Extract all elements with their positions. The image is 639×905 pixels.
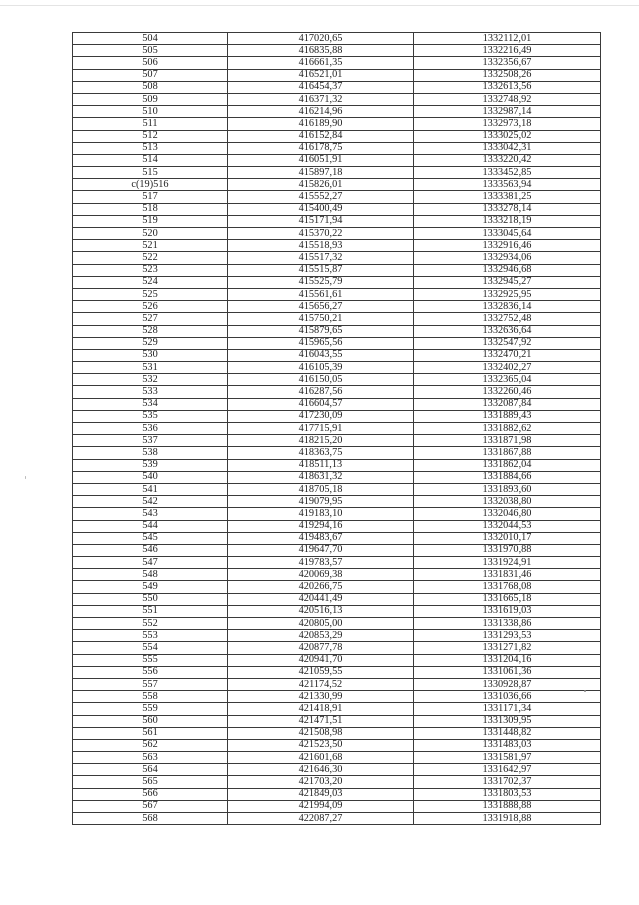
scan-speck — [584, 690, 586, 692]
point-number-cell: 547 — [73, 557, 228, 569]
y-coordinate-cell: 1331893,60 — [414, 483, 601, 495]
point-number-cell: 512 — [73, 130, 228, 142]
table-row — [73, 45, 601, 57]
y-coordinate-cell: 1331483,03 — [414, 739, 601, 751]
y-coordinate-cell: 1331036,66 — [414, 691, 601, 703]
point-number-cell: 553 — [73, 630, 228, 642]
table-row — [73, 496, 601, 508]
point-number-cell: 532 — [73, 374, 228, 386]
y-coordinate-cell: 1333025,02 — [414, 130, 601, 142]
y-coordinate-cell: 1332836,14 — [414, 301, 601, 313]
y-coordinate-cell: 1331924,91 — [414, 557, 601, 569]
y-coordinate-cell: 1331581,97 — [414, 752, 601, 764]
point-number-cell: 544 — [73, 520, 228, 532]
table-row — [73, 33, 601, 45]
x-coordinate-cell: 415561,61 — [228, 288, 414, 300]
x-coordinate-cell: 418631,32 — [228, 471, 414, 483]
table-row — [73, 325, 601, 337]
table-row — [73, 544, 601, 556]
point-number-cell: 527 — [73, 313, 228, 325]
x-coordinate-cell: 415656,27 — [228, 301, 414, 313]
scan-speck — [25, 476, 26, 479]
x-coordinate-cell: 415525,79 — [228, 276, 414, 288]
point-number-cell: 505 — [73, 45, 228, 57]
table-row — [73, 581, 601, 593]
point-number-cell: 545 — [73, 532, 228, 544]
point-number-cell: 550 — [73, 593, 228, 605]
y-coordinate-cell: 1331204,16 — [414, 654, 601, 666]
point-number-cell: 536 — [73, 423, 228, 435]
y-coordinate-cell: 1331867,88 — [414, 447, 601, 459]
table-row — [73, 179, 601, 191]
table-row — [73, 520, 601, 532]
table-row — [73, 508, 601, 520]
table-row — [73, 630, 601, 642]
table-row — [73, 423, 601, 435]
y-coordinate-cell: 1331171,34 — [414, 703, 601, 715]
y-coordinate-cell: 1333563,94 — [414, 179, 601, 191]
table-row — [73, 252, 601, 264]
point-number-cell: 515 — [73, 167, 228, 179]
y-coordinate-cell: 1332216,49 — [414, 45, 601, 57]
table-row — [73, 57, 601, 69]
table-row — [73, 569, 601, 581]
y-coordinate-cell: 1332010,17 — [414, 532, 601, 544]
table-row — [73, 776, 601, 788]
x-coordinate-cell: 420941,70 — [228, 654, 414, 666]
y-coordinate-cell: 1333381,25 — [414, 191, 601, 203]
table-row — [73, 276, 601, 288]
y-coordinate-cell: 1332987,14 — [414, 106, 601, 118]
x-coordinate-cell: 417230,09 — [228, 410, 414, 422]
point-number-cell: 514 — [73, 154, 228, 166]
point-number-cell: 549 — [73, 581, 228, 593]
x-coordinate-cell: 415897,18 — [228, 167, 414, 179]
page-edge-line — [0, 5, 639, 6]
x-coordinate-cell: 416214,96 — [228, 106, 414, 118]
x-coordinate-cell: 419183,10 — [228, 508, 414, 520]
x-coordinate-cell: 420877,78 — [228, 642, 414, 654]
x-coordinate-cell: 416189,90 — [228, 118, 414, 130]
point-number-cell: 567 — [73, 800, 228, 812]
y-coordinate-cell: 1331665,18 — [414, 593, 601, 605]
y-coordinate-cell: 1332946,68 — [414, 264, 601, 276]
point-number-cell: 568 — [73, 813, 228, 825]
table-row — [73, 349, 601, 361]
table-row — [73, 532, 601, 544]
y-coordinate-cell: 1331803,53 — [414, 788, 601, 800]
table-row — [73, 691, 601, 703]
point-number-cell: 541 — [73, 483, 228, 495]
point-number-cell: 539 — [73, 459, 228, 471]
point-number-cell: 524 — [73, 276, 228, 288]
table-row — [73, 703, 601, 715]
x-coordinate-cell: 418705,18 — [228, 483, 414, 495]
table-row — [73, 435, 601, 447]
point-number-cell: 518 — [73, 203, 228, 215]
point-number-cell: 542 — [73, 496, 228, 508]
y-coordinate-cell: 1331271,82 — [414, 642, 601, 654]
x-coordinate-cell: 416043,55 — [228, 349, 414, 361]
point-number-cell: 540 — [73, 471, 228, 483]
x-coordinate-cell: 419079,95 — [228, 496, 414, 508]
y-coordinate-cell: 1332636,64 — [414, 325, 601, 337]
x-coordinate-cell: 418215,20 — [228, 435, 414, 447]
x-coordinate-cell: 421059,55 — [228, 666, 414, 678]
table-row — [73, 752, 601, 764]
y-coordinate-cell: 1332748,92 — [414, 93, 601, 105]
table-row — [73, 813, 601, 825]
y-coordinate-cell: 1333220,42 — [414, 154, 601, 166]
table-row — [73, 788, 601, 800]
table-row — [73, 81, 601, 93]
point-number-cell: 555 — [73, 654, 228, 666]
y-coordinate-cell: 1332260,46 — [414, 386, 601, 398]
table-row — [73, 447, 601, 459]
point-number-cell: 563 — [73, 752, 228, 764]
point-number-cell: 565 — [73, 776, 228, 788]
x-coordinate-cell: 419647,70 — [228, 544, 414, 556]
x-coordinate-cell: 416150,05 — [228, 374, 414, 386]
x-coordinate-cell: 419483,67 — [228, 532, 414, 544]
y-coordinate-cell: 1332470,21 — [414, 349, 601, 361]
point-number-cell: 507 — [73, 69, 228, 81]
y-coordinate-cell: 1333278,14 — [414, 203, 601, 215]
x-coordinate-cell: 415517,32 — [228, 252, 414, 264]
point-number-cell: 566 — [73, 788, 228, 800]
point-number-cell: 564 — [73, 764, 228, 776]
y-coordinate-cell: 1331702,37 — [414, 776, 601, 788]
y-coordinate-cell: 1332044,53 — [414, 520, 601, 532]
table-row — [73, 301, 601, 313]
point-number-cell: 554 — [73, 642, 228, 654]
coordinates-table — [72, 32, 601, 825]
y-coordinate-cell: 1332934,06 — [414, 252, 601, 264]
table-row — [73, 642, 601, 654]
x-coordinate-cell: 421849,03 — [228, 788, 414, 800]
y-coordinate-cell: 1331768,08 — [414, 581, 601, 593]
x-coordinate-cell: 415171,94 — [228, 215, 414, 227]
table-row — [73, 106, 601, 118]
table-row — [73, 362, 601, 374]
point-number-cell: 559 — [73, 703, 228, 715]
point-number-cell: 508 — [73, 81, 228, 93]
y-coordinate-cell: 1332087,84 — [414, 398, 601, 410]
y-coordinate-cell: 1331862,04 — [414, 459, 601, 471]
table-row — [73, 142, 601, 154]
x-coordinate-cell: 417020,65 — [228, 33, 414, 45]
y-coordinate-cell: 1331309,95 — [414, 715, 601, 727]
table-row — [73, 154, 601, 166]
point-number-cell: 561 — [73, 727, 228, 739]
y-coordinate-cell: 1331888,88 — [414, 800, 601, 812]
x-coordinate-cell: 416152,84 — [228, 130, 414, 142]
x-coordinate-cell: 420853,29 — [228, 630, 414, 642]
x-coordinate-cell: 416371,32 — [228, 93, 414, 105]
x-coordinate-cell: 415515,87 — [228, 264, 414, 276]
x-coordinate-cell: 421508,98 — [228, 727, 414, 739]
point-number-cell: 528 — [73, 325, 228, 337]
y-coordinate-cell: 1333218,19 — [414, 215, 601, 227]
point-number-cell: 535 — [73, 410, 228, 422]
point-number-cell: 517 — [73, 191, 228, 203]
table-row — [73, 666, 601, 678]
point-number-cell: 560 — [73, 715, 228, 727]
table-row — [73, 739, 601, 751]
table-row — [73, 337, 601, 349]
point-number-cell: 506 — [73, 57, 228, 69]
table-row — [73, 215, 601, 227]
x-coordinate-cell: 420441,49 — [228, 593, 414, 605]
table-row — [73, 483, 601, 495]
y-coordinate-cell: 1331448,82 — [414, 727, 601, 739]
y-coordinate-cell: 1332613,56 — [414, 81, 601, 93]
point-number-cell: 538 — [73, 447, 228, 459]
table-row — [73, 398, 601, 410]
y-coordinate-cell: 1331293,53 — [414, 630, 601, 642]
table-row — [73, 240, 601, 252]
coordinates-table-body — [73, 33, 601, 825]
table-row — [73, 191, 601, 203]
point-number-cell: 562 — [73, 739, 228, 751]
y-coordinate-cell: 1333452,85 — [414, 167, 601, 179]
y-coordinate-cell: 1332365,04 — [414, 374, 601, 386]
table-row — [73, 264, 601, 276]
point-number-cell: 520 — [73, 228, 228, 240]
point-number-cell: 533 — [73, 386, 228, 398]
table-row — [73, 228, 601, 240]
y-coordinate-cell: 1332356,67 — [414, 57, 601, 69]
point-number-cell: 523 — [73, 264, 228, 276]
point-number-cell: 504 — [73, 33, 228, 45]
table-row — [73, 167, 601, 179]
x-coordinate-cell: 422087,27 — [228, 813, 414, 825]
point-number-cell: 525 — [73, 288, 228, 300]
y-coordinate-cell: 1331619,03 — [414, 605, 601, 617]
y-coordinate-cell: 1332112,01 — [414, 33, 601, 45]
x-coordinate-cell: 418363,75 — [228, 447, 414, 459]
x-coordinate-cell: 421601,68 — [228, 752, 414, 764]
y-coordinate-cell: 1332038,80 — [414, 496, 601, 508]
x-coordinate-cell: 416454,37 — [228, 81, 414, 93]
y-coordinate-cell: 1331889,43 — [414, 410, 601, 422]
x-coordinate-cell: 416835,88 — [228, 45, 414, 57]
point-number-cell: 548 — [73, 569, 228, 581]
x-coordinate-cell: 421646,30 — [228, 764, 414, 776]
point-number-cell: 510 — [73, 106, 228, 118]
table-row — [73, 118, 601, 130]
point-number-cell: 529 — [73, 337, 228, 349]
x-coordinate-cell: 415400,49 — [228, 203, 414, 215]
x-coordinate-cell: 416604,57 — [228, 398, 414, 410]
x-coordinate-cell: 421994,09 — [228, 800, 414, 812]
x-coordinate-cell: 420805,00 — [228, 618, 414, 630]
point-number-cell: 552 — [73, 618, 228, 630]
point-number-cell: 530 — [73, 349, 228, 361]
point-number-cell: c(19)516 — [73, 179, 228, 191]
table-row — [73, 313, 601, 325]
x-coordinate-cell: 415552,27 — [228, 191, 414, 203]
table-row — [73, 130, 601, 142]
x-coordinate-cell: 417715,91 — [228, 423, 414, 435]
table-row — [73, 557, 601, 569]
x-coordinate-cell: 420069,38 — [228, 569, 414, 581]
table-row — [73, 678, 601, 690]
table-row — [73, 459, 601, 471]
y-coordinate-cell: 1331061,36 — [414, 666, 601, 678]
table-row — [73, 471, 601, 483]
table-row — [73, 605, 601, 617]
table-row — [73, 93, 601, 105]
x-coordinate-cell: 415965,56 — [228, 337, 414, 349]
y-coordinate-cell: 1332046,80 — [414, 508, 601, 520]
x-coordinate-cell: 415879,65 — [228, 325, 414, 337]
point-number-cell: 509 — [73, 93, 228, 105]
y-coordinate-cell: 1332752,48 — [414, 313, 601, 325]
table-row — [73, 800, 601, 812]
x-coordinate-cell: 420516,13 — [228, 605, 414, 617]
x-coordinate-cell: 421330,99 — [228, 691, 414, 703]
x-coordinate-cell: 416051,91 — [228, 154, 414, 166]
x-coordinate-cell: 415370,22 — [228, 228, 414, 240]
point-number-cell: 551 — [73, 605, 228, 617]
table-row — [73, 410, 601, 422]
table-row — [73, 727, 601, 739]
point-number-cell: 534 — [73, 398, 228, 410]
y-coordinate-cell: 1332945,27 — [414, 276, 601, 288]
y-coordinate-cell: 1331970,88 — [414, 544, 601, 556]
x-coordinate-cell: 419783,57 — [228, 557, 414, 569]
table-row — [73, 374, 601, 386]
x-coordinate-cell: 421471,51 — [228, 715, 414, 727]
x-coordinate-cell: 416178,75 — [228, 142, 414, 154]
y-coordinate-cell: 1332547,92 — [414, 337, 601, 349]
y-coordinate-cell: 1332973,18 — [414, 118, 601, 130]
x-coordinate-cell: 421703,20 — [228, 776, 414, 788]
x-coordinate-cell: 419294,16 — [228, 520, 414, 532]
x-coordinate-cell: 416661,35 — [228, 57, 414, 69]
x-coordinate-cell: 415750,21 — [228, 313, 414, 325]
point-number-cell: 513 — [73, 142, 228, 154]
y-coordinate-cell: 1333045,64 — [414, 228, 601, 240]
point-number-cell: 521 — [73, 240, 228, 252]
x-coordinate-cell: 415826,01 — [228, 179, 414, 191]
y-coordinate-cell: 1331918,88 — [414, 813, 601, 825]
y-coordinate-cell: 1331884,66 — [414, 471, 601, 483]
y-coordinate-cell: 1331642,97 — [414, 764, 601, 776]
y-coordinate-cell: 1331831,46 — [414, 569, 601, 581]
table-row — [73, 203, 601, 215]
x-coordinate-cell: 416521,01 — [228, 69, 414, 81]
x-coordinate-cell: 416287,56 — [228, 386, 414, 398]
table-row — [73, 618, 601, 630]
point-number-cell: 546 — [73, 544, 228, 556]
y-coordinate-cell: 1330928,87 — [414, 678, 601, 690]
table-row — [73, 288, 601, 300]
y-coordinate-cell: 1331338,86 — [414, 618, 601, 630]
y-coordinate-cell: 1332508,26 — [414, 69, 601, 81]
table-row — [73, 764, 601, 776]
x-coordinate-cell: 421174,52 — [228, 678, 414, 690]
x-coordinate-cell: 421418,91 — [228, 703, 414, 715]
point-number-cell: 556 — [73, 666, 228, 678]
point-number-cell: 537 — [73, 435, 228, 447]
y-coordinate-cell: 1331882,62 — [414, 423, 601, 435]
y-coordinate-cell: 1333042,31 — [414, 142, 601, 154]
table-row — [73, 715, 601, 727]
point-number-cell: 522 — [73, 252, 228, 264]
table-row — [73, 69, 601, 81]
point-number-cell: 526 — [73, 301, 228, 313]
table-row — [73, 386, 601, 398]
point-number-cell: 519 — [73, 215, 228, 227]
x-coordinate-cell: 415518,93 — [228, 240, 414, 252]
point-number-cell: 531 — [73, 362, 228, 374]
y-coordinate-cell: 1332402,27 — [414, 362, 601, 374]
y-coordinate-cell: 1332925,95 — [414, 288, 601, 300]
table-row — [73, 593, 601, 605]
point-number-cell: 543 — [73, 508, 228, 520]
x-coordinate-cell: 416105,39 — [228, 362, 414, 374]
x-coordinate-cell: 421523,50 — [228, 739, 414, 751]
point-number-cell: 511 — [73, 118, 228, 130]
table-row — [73, 654, 601, 666]
x-coordinate-cell: 418511,13 — [228, 459, 414, 471]
x-coordinate-cell: 420266,75 — [228, 581, 414, 593]
y-coordinate-cell: 1332916,46 — [414, 240, 601, 252]
point-number-cell: 557 — [73, 678, 228, 690]
point-number-cell: 558 — [73, 691, 228, 703]
y-coordinate-cell: 1331871,98 — [414, 435, 601, 447]
